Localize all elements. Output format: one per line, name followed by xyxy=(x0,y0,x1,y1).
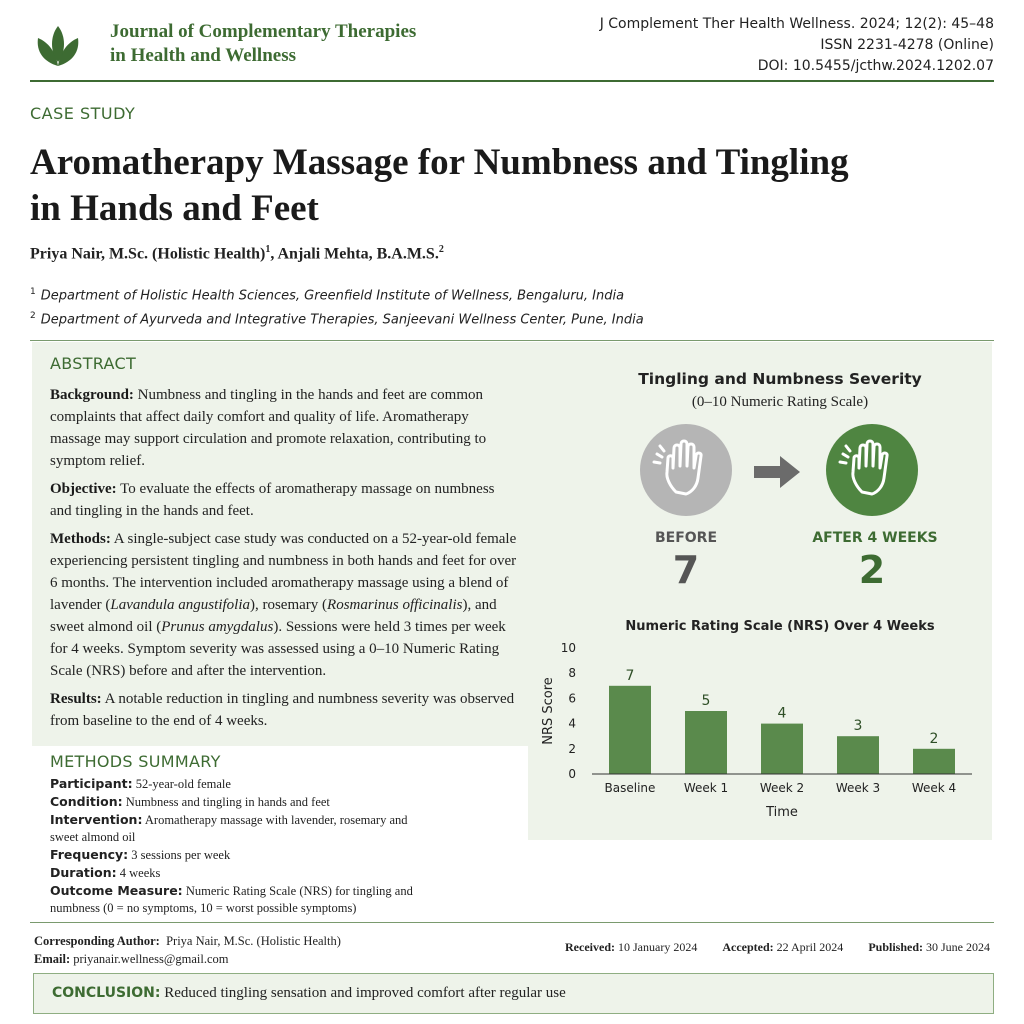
methods-summary-item xyxy=(50,846,430,864)
data-label: 4 xyxy=(777,705,787,722)
infographic-title: Tingling and Numbness Severity xyxy=(638,370,922,388)
citation-block xyxy=(600,14,994,77)
header-divider xyxy=(30,80,994,82)
abstract-methods-text: A single-subject case study was conducted on a 52-year-old female experiencing persistent tingling and numbness in both hands and feet for over 6 months. The intervention included aromatherapy massage using a blend of lavender ( xyxy=(50,531,517,613)
email-link[interactable]: priyanair.wellness@gmail.com xyxy=(73,952,229,966)
abstract-body xyxy=(50,384,518,738)
before-label: BEFORE xyxy=(654,530,718,546)
affiliation xyxy=(30,306,644,330)
article-title-line2: in Hands and Feet xyxy=(30,188,319,229)
email-label: Email: xyxy=(34,952,71,966)
abstract-results-label: Results: xyxy=(50,691,102,707)
abstract-background xyxy=(50,384,518,472)
methods-item-value: Numeric Rating Scale (NRS) for tingling and numbness (0 = no symptoms, 10 = worst possible symptoms) xyxy=(50,884,413,915)
nrs-bar-chart xyxy=(530,610,990,830)
after-label: AFTER 4 WEEKS xyxy=(812,530,938,546)
data-label: 5 xyxy=(701,693,711,709)
leaf-icon xyxy=(30,22,86,70)
y-axis-label: NRS Score xyxy=(541,677,556,745)
conclusion-text: Reduced tingling sensation and improved comfort after regular use xyxy=(164,985,566,1001)
corr-label: Corresponding Author: xyxy=(34,934,160,948)
abstract-methods-text: ), rosemary ( xyxy=(249,597,328,613)
journal-name xyxy=(110,20,416,68)
article-title-line1: Aromatherapy Massage for Numbness and Tingling xyxy=(30,142,849,183)
x-tick-label: Week 2 xyxy=(759,781,805,795)
author-list xyxy=(30,244,444,263)
footer-divider xyxy=(30,922,994,923)
accepted-date xyxy=(722,940,843,954)
accepted-label: Accepted: xyxy=(722,940,774,954)
hand-icon xyxy=(826,424,918,516)
article-title xyxy=(30,140,930,232)
doi[interactable]: DOI: 10.5455/jcthw.2024.1202.07 xyxy=(757,58,994,74)
methods-item-value: 4 weeks xyxy=(119,866,161,880)
abstract-background-text: Numbness and tingling in the hands and feet are common complaints that affect daily comfort and quality of life. Aromatherapy massage may support circulation and promote relaxation, contributing to symptom relief. xyxy=(50,387,487,469)
methods-item-label: Outcome Measure: xyxy=(50,883,183,898)
y-tick-label: 4 xyxy=(568,716,576,731)
conclusion xyxy=(52,985,566,1002)
affiliation-divider xyxy=(30,340,994,341)
abstract-objective xyxy=(50,478,518,522)
published-label: Published: xyxy=(868,940,923,954)
bar xyxy=(609,686,651,774)
methods-summary-item xyxy=(50,864,430,882)
bar xyxy=(913,749,955,774)
species-name: Rosmarinus officinalis xyxy=(327,597,463,613)
abstract-methods-label: Methods: xyxy=(50,531,111,547)
y-tick-label: 2 xyxy=(568,741,576,756)
methods-summary-item xyxy=(50,882,430,917)
corr-value: Priya Nair, M.Sc. (Holistic Health) xyxy=(166,934,341,948)
arrow-right-icon xyxy=(752,454,802,490)
methods-item-label: Intervention: xyxy=(50,812,143,827)
affiliations xyxy=(30,282,644,331)
abstract-methods-text: ), and sweet almond oil ( xyxy=(50,597,497,635)
received-date xyxy=(565,940,697,954)
bar xyxy=(837,736,879,774)
after-score: 2 xyxy=(858,548,886,592)
y-tick-label: 10 xyxy=(560,641,576,655)
article-dates xyxy=(543,940,990,955)
methods-summary-list xyxy=(50,775,430,917)
species-name: Prunus amygdalus xyxy=(161,619,274,635)
citation: J Complement Ther Health Wellness. 2024; 12(2): 45–48 xyxy=(599,16,994,32)
received-label: Received: xyxy=(565,940,615,954)
x-tick-label: Week 3 xyxy=(835,781,881,795)
affiliation xyxy=(30,282,644,306)
published-date xyxy=(868,940,990,954)
affiliation-text: Department of Holistic Health Sciences, Greenfield Institute of Wellness, Bengaluru, India xyxy=(40,288,625,304)
y-tick-label: 0 xyxy=(568,767,576,781)
corresponding-author xyxy=(34,932,341,968)
abstract-background-label: Background: xyxy=(50,387,134,403)
x-tick-label: Baseline xyxy=(604,781,656,795)
methods-item-value: 52-year-old female xyxy=(135,777,231,791)
abstract-heading: ABSTRACT xyxy=(50,354,137,373)
affiliation-number: 1 xyxy=(30,287,36,297)
species-name: Lavandula angustifolia xyxy=(110,597,250,613)
hand-icon xyxy=(640,424,732,516)
abstract-objective-label: Objective: xyxy=(50,481,117,497)
after-badge xyxy=(826,424,918,516)
before-score: 7 xyxy=(672,548,700,592)
chart-title: Numeric Rating Scale (NRS) Over 4 Weeks xyxy=(625,619,935,634)
abstract-results xyxy=(50,688,518,732)
email-line xyxy=(34,950,341,968)
article-type: CASE STUDY xyxy=(30,104,136,123)
data-label: 7 xyxy=(625,667,635,684)
methods-item-value: Numbness and tingling in hands and feet xyxy=(125,795,330,809)
affiliation-text: Department of Ayurveda and Integrative Therapies, Sanjeevani Wellness Center, Pune, India xyxy=(40,312,644,328)
before-badge xyxy=(640,424,732,516)
methods-item-label: Frequency: xyxy=(50,847,129,862)
corresponding-author-line xyxy=(34,932,341,950)
methods-item-label: Participant: xyxy=(50,776,133,791)
x-tick-label: Week 1 xyxy=(683,781,729,795)
data-label: 3 xyxy=(853,718,863,735)
issn: ISSN 2231-4278 (Online) xyxy=(820,37,994,53)
methods-summary-item xyxy=(50,811,430,846)
methods-item-label: Condition: xyxy=(50,794,123,809)
methods-summary-item xyxy=(50,793,430,811)
methods-summary-heading: METHODS SUMMARY xyxy=(50,752,221,771)
abstract-methods xyxy=(50,528,518,682)
author-affiliation-ref: 2 xyxy=(438,244,444,255)
journal-name-line2: in Health and Wellness xyxy=(110,45,297,66)
received-value: 10 January 2024 xyxy=(618,940,698,954)
methods-item-label: Duration: xyxy=(50,865,117,880)
x-tick-label: Week 4 xyxy=(911,781,957,795)
abstract-objective-text: To evaluate the effects of aromatherapy massage on numbness and tingling in the hands and feet. xyxy=(50,481,495,519)
methods-item-value: 3 sessions per week xyxy=(131,848,231,862)
published-value: 30 June 2024 xyxy=(926,940,990,954)
data-label: 2 xyxy=(929,730,939,747)
affiliation-number: 2 xyxy=(30,311,36,322)
author-separator: , xyxy=(270,245,278,263)
x-axis-label: Time xyxy=(766,805,798,820)
infographic-subtitle: (0–10 Numeric Rating Scale) xyxy=(691,394,869,410)
conclusion-label: CONCLUSION: xyxy=(52,985,161,1001)
methods-summary-item xyxy=(50,775,430,793)
abstract-results-text: A notable reduction in tingling and numbness severity was observed from baseline to the end of 4 weeks. xyxy=(50,691,515,729)
bar xyxy=(761,724,803,774)
journal-name-line1: Journal of Complementary Therapies xyxy=(110,21,417,42)
y-tick-label: 6 xyxy=(568,691,576,706)
abstract-methods-text: ). Sessions were held 3 times per week for 4 weeks. Symptom severity was assessed using a 0–10 Numeric Rating Scale (NRS) before and after the intervention. xyxy=(50,619,506,679)
accepted-value: 22 April 2024 xyxy=(776,940,844,954)
author-name: Anjali Mehta, B.A.M.S. xyxy=(277,245,439,263)
bar xyxy=(685,711,727,774)
methods-item-value: Aromatherapy massage with lavender, rosemary and sweet almond oil xyxy=(50,813,408,844)
y-tick-label: 8 xyxy=(568,666,576,681)
author-affiliation-ref: 1 xyxy=(265,244,271,255)
author-name: Priya Nair, M.Sc. (Holistic Health) xyxy=(30,245,266,263)
